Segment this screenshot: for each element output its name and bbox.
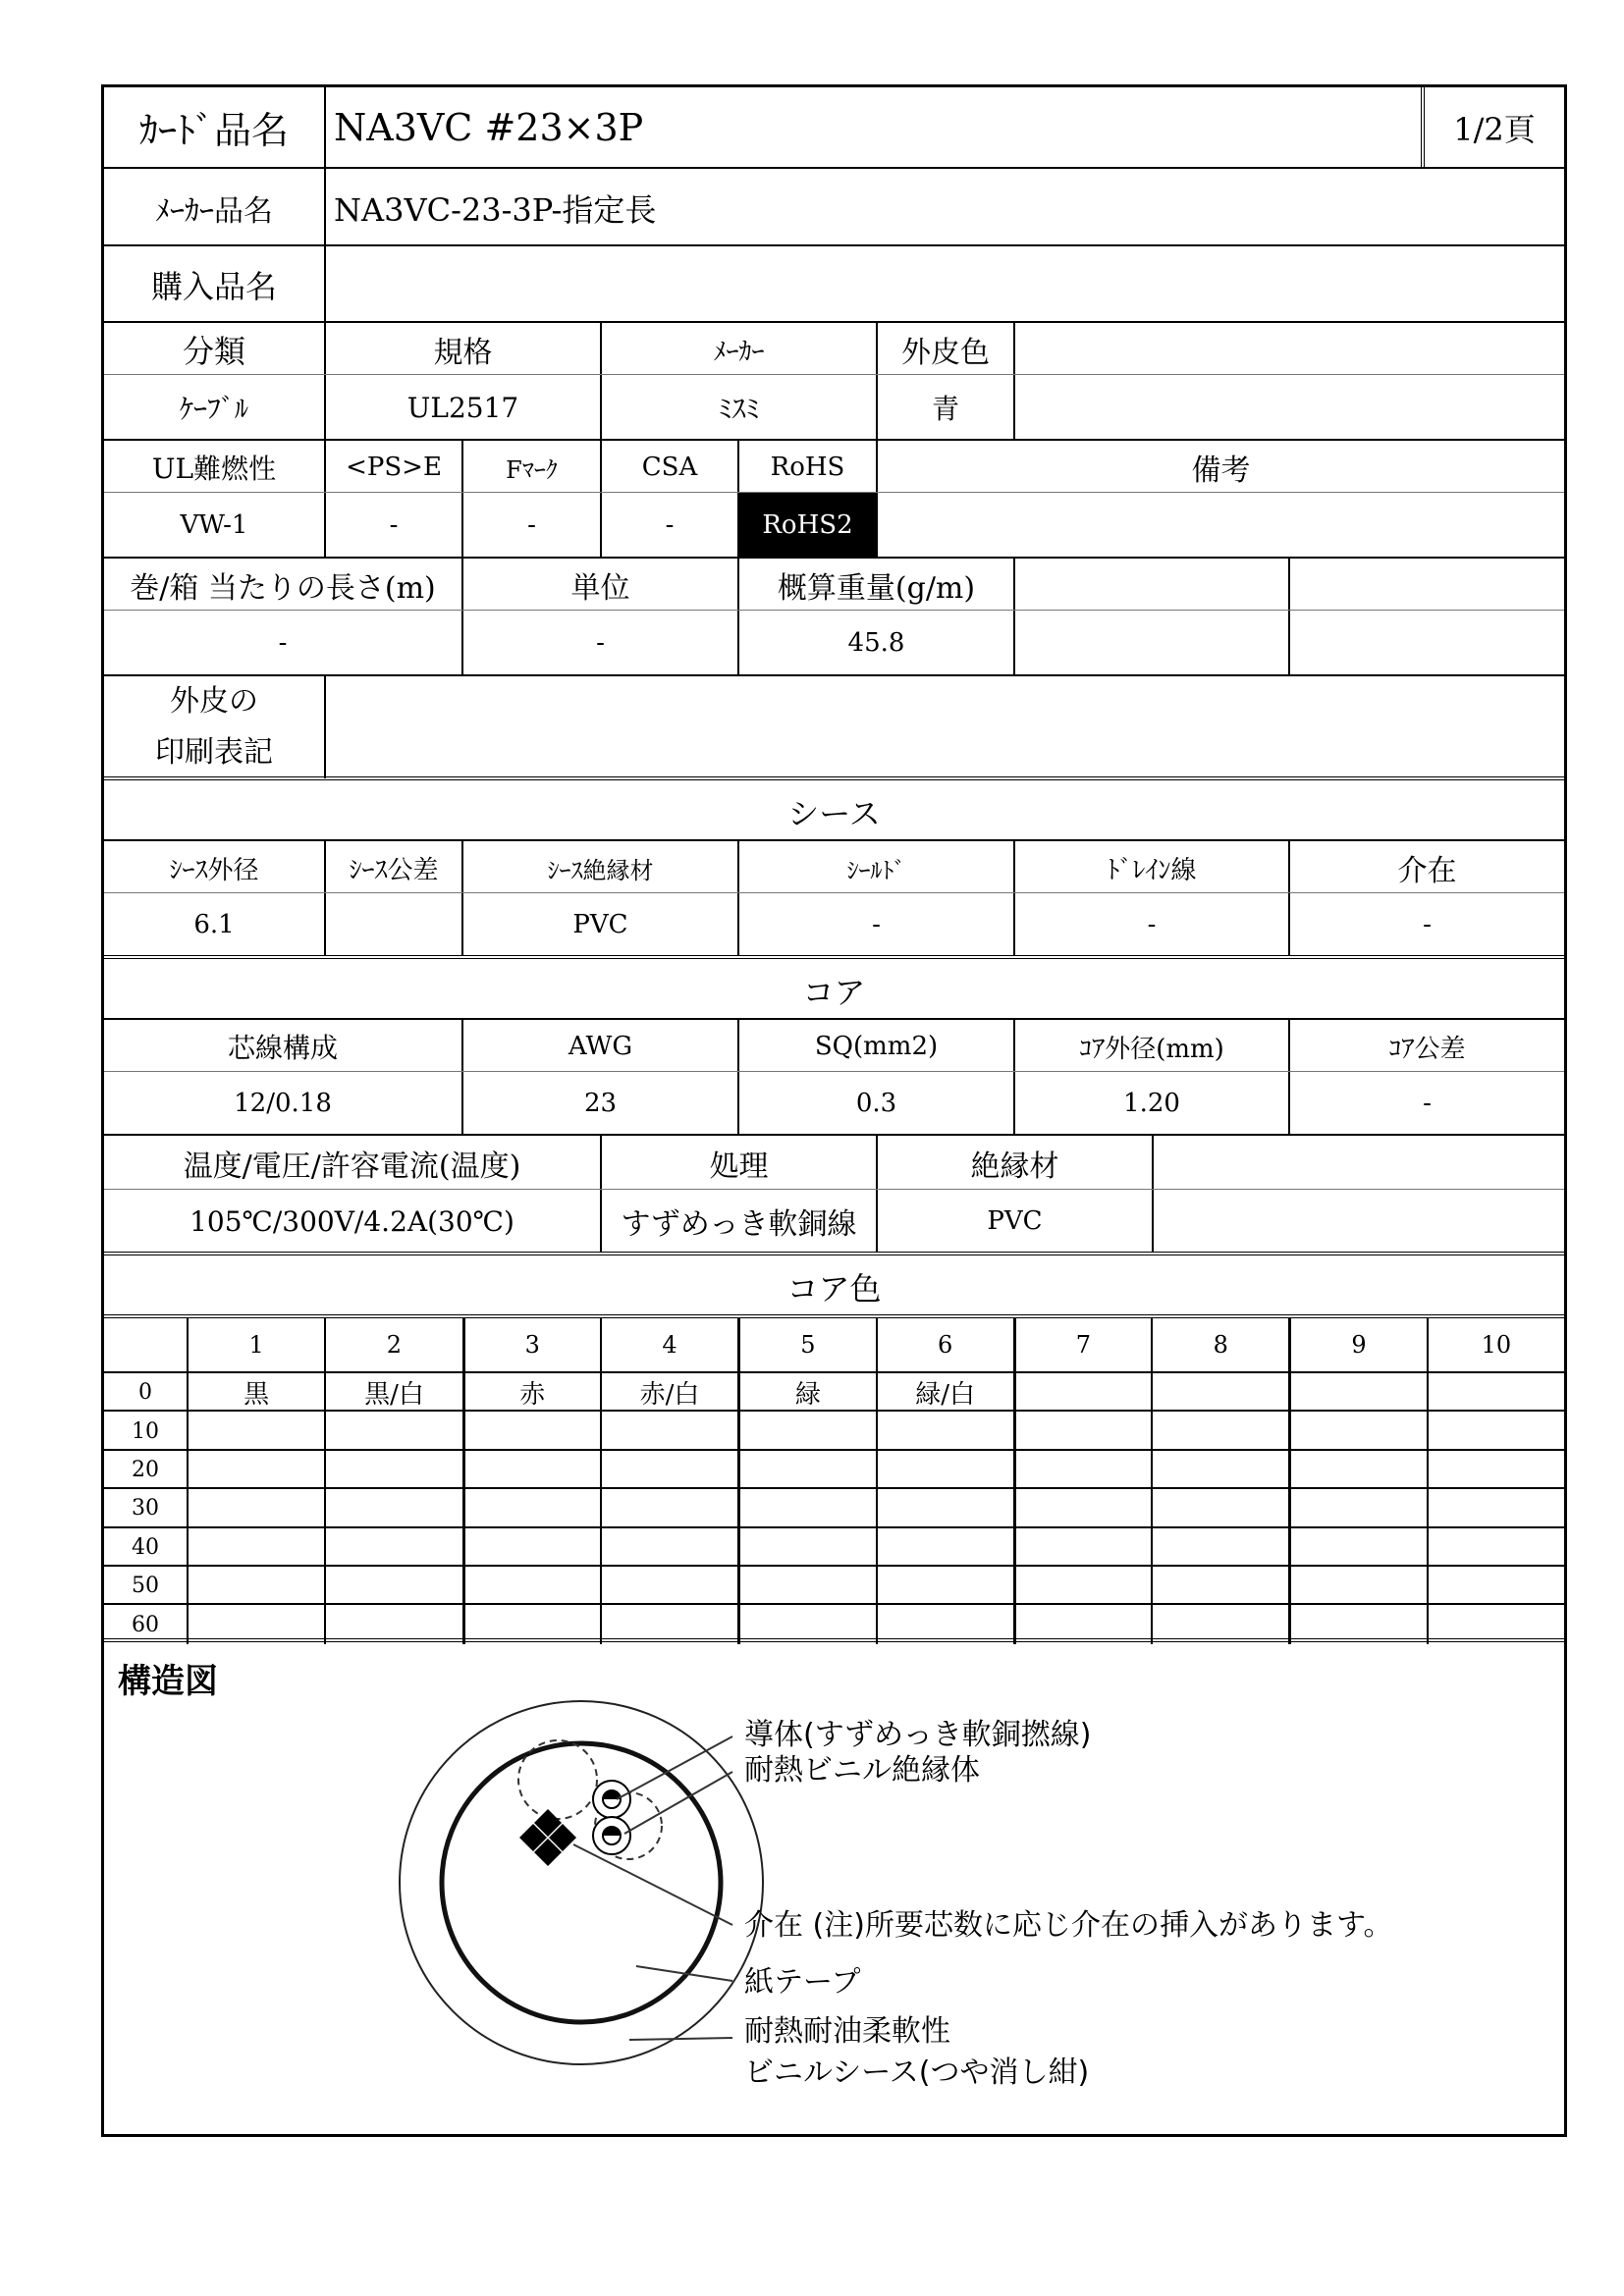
f-mark-header: Fﾏｰｸ — [461, 441, 600, 494]
core-color-cell — [1427, 1489, 1564, 1527]
core-color-cell — [1013, 1373, 1151, 1412]
print-mark-row — [104, 674, 1564, 778]
core-tolerance-value: - — [1288, 1072, 1564, 1135]
core-color-header-row — [104, 1318, 1564, 1371]
blank-cell — [1152, 1190, 1564, 1253]
core-color-column-header: 7 — [1013, 1318, 1151, 1371]
print-mark-value — [324, 676, 1564, 778]
blank-cell — [1013, 323, 1564, 376]
core-color-cell — [737, 1451, 875, 1489]
core-color-cell — [737, 1412, 875, 1450]
purchase-part-value — [324, 246, 1564, 323]
weight-header: 概算重量(g/m) — [737, 559, 1013, 612]
core-color-cell — [187, 1567, 324, 1605]
shield-value: - — [737, 893, 1013, 956]
f-mark-value: - — [461, 493, 600, 558]
card-name-row — [104, 87, 1564, 167]
ratings-value-row — [104, 1189, 1564, 1253]
strand-config-value: 12/0.18 — [234, 1089, 332, 1118]
core-color-cell — [600, 1567, 737, 1605]
core-title: コア — [802, 974, 866, 1011]
insulation-value: PVC — [876, 1190, 1152, 1253]
sheath-header-row — [104, 839, 1564, 894]
core-color-cell — [737, 1528, 875, 1567]
awg-value: 23 — [461, 1072, 737, 1135]
ul-flame-header: UL難燃性 — [151, 453, 277, 485]
core-color-cell — [600, 1451, 737, 1489]
core-color-cell — [1427, 1451, 1564, 1489]
core-color-cell — [876, 1451, 1013, 1489]
sheath-title: シース — [787, 795, 881, 832]
core-color-row-label: 40 — [132, 1534, 159, 1560]
core-color-cell — [1013, 1528, 1151, 1567]
core-color-row — [104, 1449, 1564, 1489]
purchase-part-row — [104, 244, 1564, 323]
core-color-column-header: 3 — [462, 1318, 600, 1371]
filler-label: 介在 (注)所要芯数に応じ介在の挿入があります。 — [744, 1908, 1393, 1943]
core-color-cell — [1013, 1451, 1151, 1489]
blank-cell — [1013, 375, 1564, 440]
core-color-cell — [1427, 1412, 1564, 1450]
core-color-cell — [1013, 1567, 1151, 1605]
corner-cell — [104, 1318, 187, 1371]
core-color-cell — [1013, 1489, 1151, 1527]
standard-header: 規格 — [324, 323, 600, 376]
core-color-cell — [324, 1489, 461, 1527]
core-color-cell — [876, 1528, 1013, 1567]
core-color-cell: 黒 — [187, 1373, 324, 1412]
ratings-header: 温度/電圧/許容電流(温度) — [183, 1149, 521, 1184]
filler-header: 介在 — [1288, 841, 1564, 894]
blank-cell — [1152, 1136, 1564, 1191]
diagram-section — [104, 1638, 1564, 2138]
print-mark-label-line1: 外皮の — [170, 684, 258, 719]
jacket-color-header: 外皮色 — [876, 323, 1013, 376]
core-color-cell — [1151, 1528, 1288, 1567]
standard-value: UL2517 — [324, 375, 600, 440]
weight-value: 45.8 — [737, 611, 1013, 675]
paper-tape-label: 紙テープ — [744, 1965, 861, 2000]
core-color-cell — [1151, 1451, 1288, 1489]
insulation-header: 絶縁材 — [876, 1136, 1152, 1191]
conductor-label: 導体(すずめっき軟銅撚線) — [744, 1718, 1092, 1752]
dummy-core-circle — [518, 1740, 597, 1819]
core-color-row-label: 20 — [132, 1457, 159, 1482]
core-value-row — [104, 1071, 1564, 1135]
core-color-grid — [104, 1314, 1564, 1642]
core-color-cell — [876, 1567, 1013, 1605]
core-color-row-label: 50 — [132, 1574, 159, 1599]
csa-value: - — [600, 493, 737, 558]
core-color-title-row — [104, 1252, 1564, 1318]
sq-header: SQ(mm2) — [737, 1020, 1013, 1073]
core-color-row — [104, 1371, 1564, 1412]
core-color-row — [104, 1565, 1564, 1605]
rohs-header: RoHS — [737, 441, 876, 494]
card-name-label: ｶｰﾄﾞ品名 — [138, 109, 289, 152]
core-color-cell — [1427, 1528, 1564, 1567]
core-1 — [593, 1781, 630, 1818]
core-color-cell — [1151, 1567, 1288, 1605]
core-color-cell — [462, 1489, 600, 1527]
core-color-column-header: 6 — [876, 1318, 1013, 1371]
tape-circle — [442, 1743, 721, 2022]
core-color-cell — [1013, 1412, 1151, 1450]
core-color-cell — [187, 1489, 324, 1527]
sheath-od-header: ｼｰｽ外径 — [169, 855, 259, 885]
card-name-value: NA3VC #23×3P — [324, 87, 1421, 167]
core-color-cell — [1427, 1373, 1564, 1412]
core-color-column-header: 8 — [1151, 1318, 1288, 1371]
core-color-cell — [600, 1528, 737, 1567]
core-color-cell — [187, 1451, 324, 1489]
pse-value: - — [324, 493, 461, 558]
blank-cell — [1013, 611, 1288, 675]
core-color-cell — [1151, 1412, 1288, 1450]
csa-header: CSA — [600, 441, 737, 494]
core-color-row-label: 30 — [132, 1496, 159, 1522]
diagram-title: 構造図 — [118, 1662, 218, 1701]
core-color-cell — [462, 1567, 600, 1605]
core-color-column-header: 1 — [187, 1318, 324, 1371]
core-color-cell — [1288, 1451, 1426, 1489]
core-color-cell — [600, 1489, 737, 1527]
core-color-cell — [1288, 1489, 1426, 1527]
remarks-header: 備考 — [876, 441, 1564, 494]
maker-part-label: ﾒｰｶｰ品名 — [155, 193, 273, 229]
core-color-column-header: 10 — [1427, 1318, 1564, 1371]
core-color-cell — [462, 1528, 600, 1567]
core-color-cell — [462, 1451, 600, 1489]
sheath-title-row — [104, 776, 1564, 843]
core-color-row — [104, 1410, 1564, 1450]
core-color-cell: 緑 — [737, 1373, 875, 1412]
core-od-value: 1.20 — [1013, 1072, 1288, 1135]
core-color-cell — [324, 1412, 461, 1450]
core-color-cell — [187, 1528, 324, 1567]
core-color-cell — [600, 1412, 737, 1450]
core-color-row — [104, 1487, 1564, 1527]
classification-header-row — [104, 321, 1564, 376]
jacket-color-value: 青 — [876, 375, 1013, 440]
cert-header-row — [104, 439, 1564, 494]
maker-value: ﾐｽﾐ — [600, 375, 876, 440]
length-header-row — [104, 557, 1564, 612]
core-2 — [593, 1817, 630, 1854]
core-color-row-label: 60 — [132, 1612, 159, 1637]
sheath-od-value: 6.1 — [193, 910, 235, 939]
core-color-cell: 黒/白 — [324, 1373, 461, 1412]
core-color-cell — [737, 1567, 875, 1605]
sheath-label-line2: ビニルシース(つや消し紺) — [744, 2056, 1090, 2090]
core-color-cell: 緑/白 — [876, 1373, 1013, 1412]
sheath-value-row — [104, 892, 1564, 956]
filler-value: - — [1288, 893, 1564, 956]
core-tolerance-header: ｺｱ公差 — [1288, 1020, 1564, 1073]
length-per-reel-header: 巻/箱 当たりの長さ(m) — [130, 571, 436, 606]
blank-cell — [1288, 559, 1564, 612]
core-color-column-header: 9 — [1288, 1318, 1426, 1371]
treatment-header: 処理 — [600, 1136, 876, 1191]
core-color-row-label: 10 — [132, 1418, 159, 1444]
core-color-cell — [1427, 1567, 1564, 1605]
length-per-reel-value: - — [278, 628, 288, 658]
drain-wire-header: ﾄﾞﾚｲﾝ線 — [1013, 841, 1288, 894]
unit-header: 単位 — [461, 559, 737, 612]
core-color-cell — [1151, 1489, 1288, 1527]
classification-header: 分類 — [182, 333, 245, 370]
core-od-header: ｺｱ外径(mm) — [1013, 1020, 1288, 1073]
core-color-cell — [876, 1412, 1013, 1450]
shield-header: ｼｰﾙﾄﾞ — [737, 841, 1013, 894]
sheath-insulation-header: ｼｰｽ絶縁材 — [461, 841, 737, 894]
core-color-column-header: 5 — [737, 1318, 875, 1371]
ratings-header-row — [104, 1134, 1564, 1191]
drain-wire-value: - — [1013, 893, 1288, 956]
print-mark-label — [104, 676, 324, 778]
core-color-cell — [324, 1451, 461, 1489]
cable-structure-diagram — [104, 1642, 1564, 2133]
unit-value: - — [461, 611, 737, 675]
core-color-cell — [1288, 1567, 1426, 1605]
maker-part-value: NA3VC-23-3P-指定長 — [324, 169, 1564, 246]
core-color-cell — [876, 1489, 1013, 1527]
ratings-value: 105℃/300V/4.2A(30℃) — [189, 1204, 514, 1238]
blank-cell — [1013, 559, 1288, 612]
pse-header: <PS>E — [324, 441, 461, 494]
awg-header: AWG — [461, 1020, 737, 1073]
treatment-value: すずめっき軟銅線 — [600, 1190, 876, 1253]
core-color-cell — [737, 1489, 875, 1527]
core-color-cell — [1288, 1528, 1426, 1567]
rohs-badge: RoHS2 — [737, 493, 876, 558]
sheath-tolerance-header: ｼｰｽ公差 — [324, 841, 461, 894]
print-mark-label-line2: 印刷表記 — [155, 735, 273, 770]
core-color-cell — [187, 1412, 324, 1450]
core-color-cell — [1151, 1373, 1288, 1412]
core-color-cell — [1288, 1412, 1426, 1450]
core-color-cell: 赤 — [462, 1373, 600, 1412]
core-color-cell — [324, 1567, 461, 1605]
ul-flame-value: VW-1 — [180, 510, 248, 540]
maker-header: ﾒｰｶｰ — [600, 323, 876, 376]
cert-value-row — [104, 492, 1564, 558]
strand-config-header: 芯線構成 — [227, 1032, 338, 1064]
blank-cell — [1288, 611, 1564, 675]
purchase-part-label: 購入品名 — [150, 268, 277, 305]
core-color-cell — [462, 1412, 600, 1450]
classification-value-row — [104, 374, 1564, 440]
length-value-row — [104, 610, 1564, 675]
classification-value: ｹｰﾌﾞﾙ — [179, 393, 248, 425]
core-color-row-label: 0 — [138, 1380, 152, 1406]
sheath-circle — [400, 1701, 763, 2064]
insulation-label: 耐熱ビニル絶縁体 — [744, 1753, 980, 1788]
sheath-label-line1: 耐熱耐油柔軟性 — [744, 2014, 950, 2049]
core-color-cell: 赤/白 — [600, 1373, 737, 1412]
core-color-column-header: 2 — [324, 1318, 461, 1371]
spec-sheet — [101, 84, 1567, 2137]
core-color-cell — [324, 1528, 461, 1567]
core-color-column-header: 4 — [600, 1318, 737, 1371]
core-title-row — [104, 955, 1564, 1022]
remarks-value — [876, 493, 1564, 558]
sq-value: 0.3 — [737, 1072, 1013, 1135]
core-color-cell — [1288, 1373, 1426, 1412]
sheath-insulation-value: PVC — [461, 893, 737, 956]
maker-part-row — [104, 167, 1564, 246]
core-header-row — [104, 1018, 1564, 1073]
core-color-row — [104, 1526, 1564, 1567]
core-color-title: コア色 — [786, 1270, 882, 1308]
page-number: 1/2頁 — [1421, 87, 1564, 167]
sheath-tolerance-value — [324, 893, 461, 956]
